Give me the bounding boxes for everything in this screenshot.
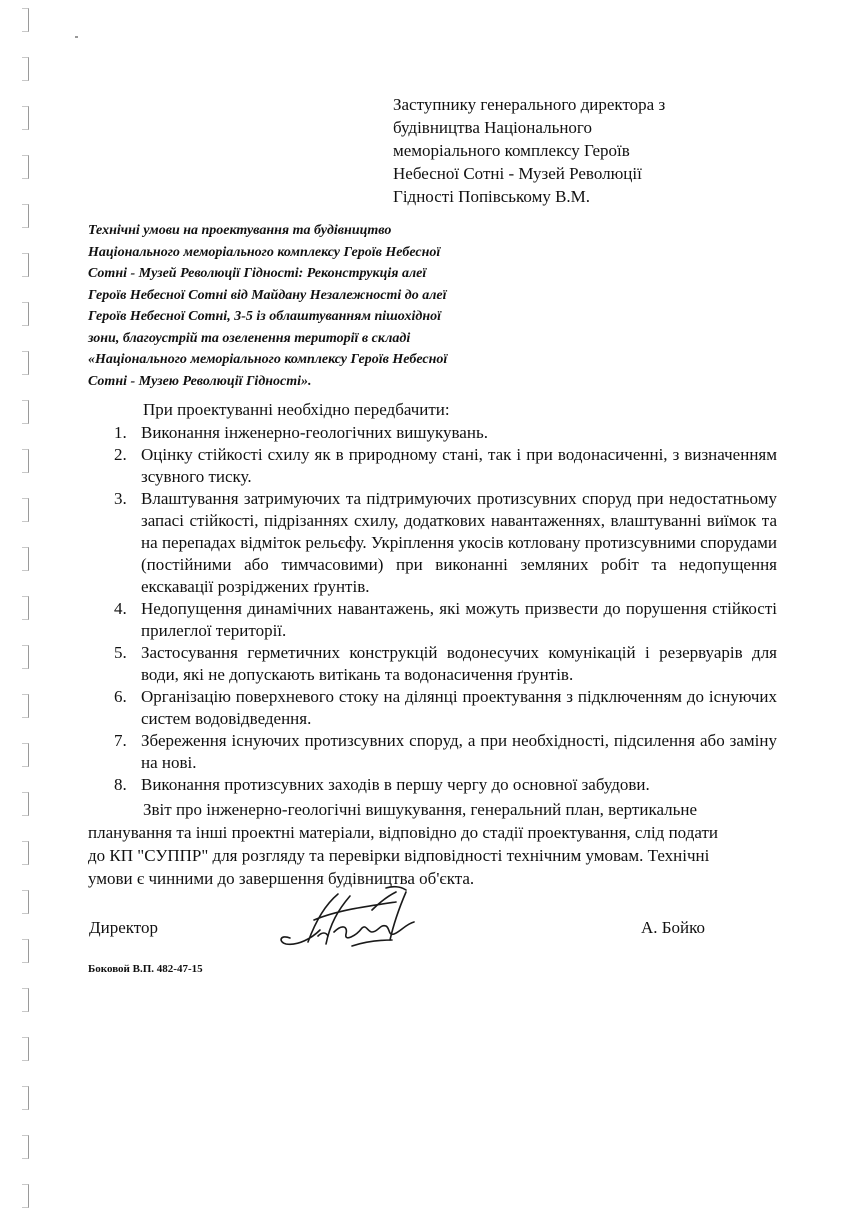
- item-number: 2.: [114, 445, 127, 464]
- binding-hole-mark: [22, 351, 29, 375]
- closing-line: до КП "СУППР" для розгляду та перевірки відповідності технічним умовам. Технічні: [88, 846, 710, 865]
- body-intro: При проектуванні необхідно передбачити:: [143, 400, 450, 419]
- binding-hole-mark: [22, 743, 29, 767]
- subject-line: Технічні умови на проектування та будівництво: [88, 223, 392, 238]
- item-text: Недопущення динамічних навантажень, які можуть призвести до порушення стійкості прилеглої території.: [141, 599, 777, 640]
- binding-hole-mark: [22, 498, 29, 522]
- binding-hole-mark: [22, 988, 29, 1012]
- binding-hole-mark: [22, 596, 29, 620]
- item-text: Застосування герметичних конструкцій водонесучих комунікацій і резервуарів для води, які не допускають витікань та водонасичення ґрунтів.: [141, 643, 777, 684]
- scan-speck: [75, 36, 78, 38]
- closing-paragraph: [88, 798, 778, 890]
- executor-contact: Боковой В.П. 482-47-15: [88, 963, 203, 975]
- subject-line: Героїв Небесної Сотні, 3-5 із облаштуванням пішохідної: [88, 309, 442, 324]
- item-number: 8.: [114, 775, 127, 794]
- binding-hole-mark: [22, 645, 29, 669]
- binding-hole-mark: [22, 8, 29, 32]
- addressee-line: Небесної Сотні - Музей Революції: [393, 164, 642, 183]
- item-text: Збереження існуючих протизсувних споруд, а при необхідності, підсилення або заміну на нові.: [141, 731, 777, 772]
- closing-line: Звіт про інженерно-геологічні вишукування, генеральний план, вертикальне: [143, 800, 698, 819]
- binding-hole-mark: [22, 792, 29, 816]
- closing-line: планування та інші проектні матеріали, відповідно до стадії проектування, слід подати: [88, 823, 718, 842]
- binding-hole-mark: [22, 694, 29, 718]
- binding-hole-mark: [22, 939, 29, 963]
- subject-line: Сотні - Музей Революції Гідності: Реконструкція алеї: [88, 266, 427, 281]
- binding-hole-mark: [22, 57, 29, 81]
- binding-hole-mark: [22, 1037, 29, 1061]
- addressee-line: Заступнику генерального директора з: [393, 95, 666, 114]
- binding-hole-mark: [22, 400, 29, 424]
- binding-hole-mark: [22, 841, 29, 865]
- binding-hole-mark: [22, 302, 29, 326]
- binding-hole-mark: [22, 1135, 29, 1159]
- item-text: Оцінку стійкості схилу як в природному стані, так і при водонасиченні, з визначенням зсувного тиску.: [141, 445, 777, 486]
- subject-block: [88, 220, 518, 392]
- binding-hole-mark: [22, 890, 29, 914]
- item-text: Виконання протизсувних заходів в першу чергу до основної забудови.: [141, 775, 650, 794]
- binding-hole-mark: [22, 449, 29, 473]
- binding-hole-mark: [22, 106, 29, 130]
- item-text: Організацію поверхневого стоку на ділянці проектування з підключенням до існуючих систем водовідведення.: [141, 687, 777, 728]
- item-text: Влаштування затримуючих та підтримуючих протизсувних споруд при недостатньому запасі стійкості, підрізаннях схилу, додаткових навантаженнях, влаштуванні виїмок та на перепадах відміток рельєфу. Укріплення укосів котловану протизсувними спорудами (постійними або тимчасовими) при виконанні земляних робіт та недопущення екскавації розріджених ґрунтів.: [141, 489, 777, 596]
- closing-line: умови є чинними до завершення будівництва об'єкта.: [88, 869, 475, 888]
- signatory-title: Директор: [89, 918, 158, 937]
- signatory-name: А. Бойко: [641, 918, 706, 937]
- addressee-line: Гідності Попівському В.М.: [393, 187, 591, 206]
- item-number: 5.: [114, 643, 127, 662]
- binding-margin: [22, 0, 36, 1200]
- addressee-block: [393, 93, 793, 208]
- binding-hole-mark: [22, 155, 29, 179]
- subject-line: Героїв Небесної Сотні від Майдану Незалежності до алеї: [88, 287, 447, 303]
- subject-line: зони, благоустрій та озеленення території в складі: [88, 330, 411, 346]
- subject-line: Сотні - Музею Революції Гідності».: [88, 373, 312, 389]
- binding-hole-mark: [22, 1184, 29, 1208]
- item-number: 7.: [114, 731, 127, 750]
- item-number: 3.: [114, 489, 127, 508]
- binding-hole-mark: [22, 547, 29, 571]
- handwritten-signature: [268, 880, 438, 960]
- binding-hole-mark: [22, 253, 29, 277]
- addressee-line: меморіального комплексу Героїв: [393, 141, 630, 160]
- item-number: 1.: [114, 423, 127, 442]
- subject-line: Національного меморіального комплексу Героїв Небесної: [88, 244, 441, 260]
- item-number: 4.: [114, 599, 127, 618]
- subject-line: «Національного меморіального комплексу Героїв Небесної: [88, 352, 448, 367]
- binding-hole-mark: [22, 1086, 29, 1110]
- item-number: 6.: [114, 687, 127, 706]
- binding-hole-mark: [22, 204, 29, 228]
- item-text: Виконання інженерно-геологічних вишукувань.: [141, 423, 488, 442]
- addressee-line: будівництва Національного: [393, 118, 592, 137]
